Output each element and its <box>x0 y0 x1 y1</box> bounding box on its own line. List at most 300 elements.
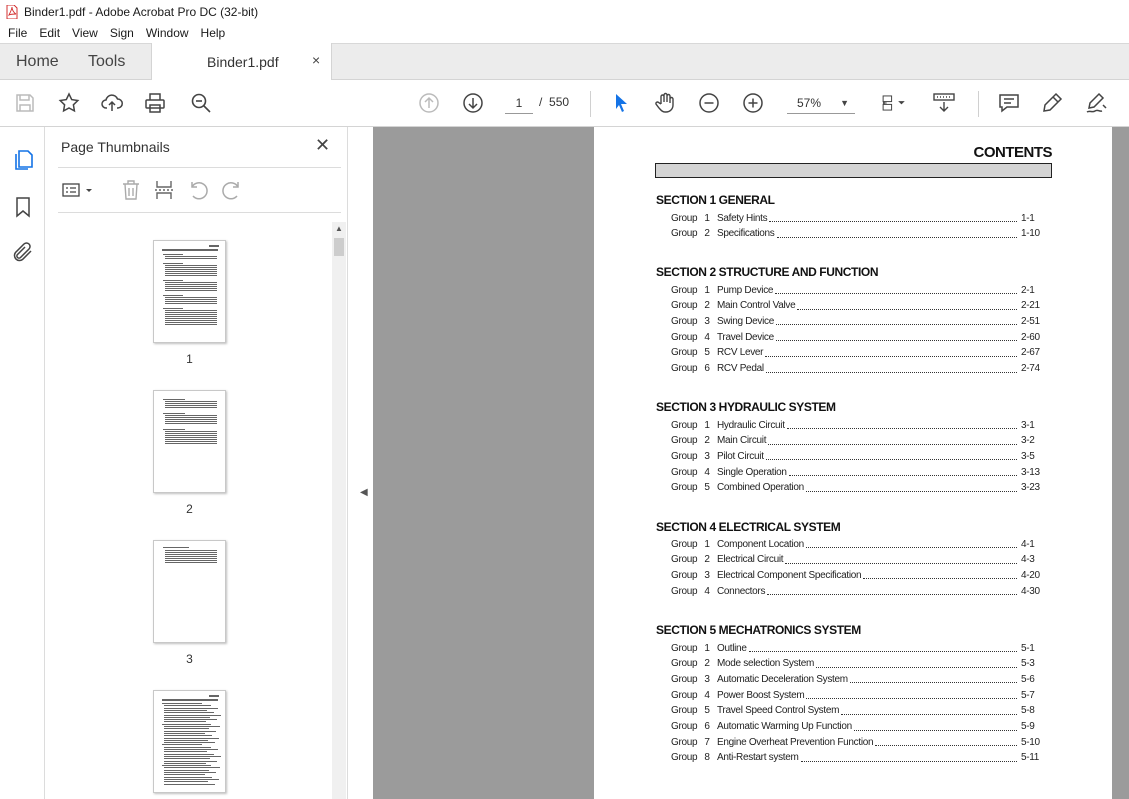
toc-entry[interactable] <box>671 314 1047 328</box>
page-number-input[interactable]: 1 <box>505 92 533 114</box>
toc-entry-name: Travel Speed Control System <box>717 705 840 717</box>
tab-document-label: Binder1.pdf <box>207 54 279 70</box>
dot-leader <box>806 540 1017 548</box>
panel-title: Page Thumbnails <box>61 139 170 155</box>
thumbnail-text-line <box>164 767 220 768</box>
toc-group-label: Group <box>671 363 698 374</box>
zoom-out-icon[interactable] <box>697 91 721 115</box>
thumbnail-text-line <box>165 273 217 274</box>
toc-entry-name: Electrical Circuit <box>717 554 784 566</box>
menu-sign[interactable]: Sign <box>109 26 134 40</box>
thumbnail-scrollbar[interactable] <box>332 222 346 799</box>
toc-page-number: 3-23 <box>1021 482 1040 494</box>
thumbnail-text-line <box>162 249 218 251</box>
toc-page-number: 5-10 <box>1021 736 1040 748</box>
page-thumbnails-icon[interactable] <box>11 148 35 172</box>
panel-divider <box>58 167 341 168</box>
dot-leader <box>765 349 1017 357</box>
thumbnail-text-line <box>162 703 202 704</box>
thumbnail-text-line <box>165 316 217 317</box>
toc-entry[interactable] <box>671 672 1047 686</box>
toc-group-label: Group <box>671 721 698 732</box>
toc-entry[interactable] <box>671 481 1047 495</box>
toc-entry[interactable] <box>671 720 1047 734</box>
page-count <box>539 95 569 109</box>
toc-entry[interactable] <box>671 657 1047 671</box>
thumbnail-text-line <box>163 547 189 548</box>
thumbnail-text-line <box>165 265 217 266</box>
document-view[interactable] <box>373 127 1129 799</box>
toc-entry[interactable] <box>671 362 1047 376</box>
toc-entry[interactable] <box>671 537 1047 551</box>
toc-group-number: 4 <box>704 689 710 701</box>
toc-page-number: 4-30 <box>1021 585 1040 597</box>
toc-group-number: 1 <box>704 212 710 224</box>
toc-group-number: 2 <box>704 300 710 312</box>
thumbnail-text-line <box>164 751 207 752</box>
toc-entry-name: Engine Overheat Prevention Function <box>717 736 874 748</box>
zoom-level-dropdown[interactable] <box>787 92 855 114</box>
rotate-left-icon[interactable] <box>186 178 210 202</box>
thumbnail-text-line <box>164 742 215 743</box>
thumbnail-text-line <box>165 303 217 304</box>
toc-group-number: 1 <box>704 538 710 550</box>
toc-page-number: 3-1 <box>1021 419 1035 431</box>
thumbnail-text-line <box>165 554 217 555</box>
pdf-page <box>594 127 1112 799</box>
delete-page-icon[interactable] <box>119 178 143 202</box>
toc-group-number: 7 <box>704 736 710 748</box>
thumbnail-text-line <box>164 726 220 727</box>
thumbnail-text-line <box>165 299 217 300</box>
toc-page-number: 2-51 <box>1021 315 1040 327</box>
dot-leader <box>854 723 1017 731</box>
thumbnail-page-number: 3 <box>186 652 193 666</box>
toc-entry[interactable] <box>671 751 1047 765</box>
toc-group-label: Group <box>671 554 698 566</box>
toc-page-number: 5-7 <box>1021 689 1035 701</box>
toc-group-label: Group <box>671 450 698 462</box>
thumbnail-text-line <box>162 699 218 701</box>
section-title: SECTION 1 GENERAL <box>656 193 775 207</box>
toc-page-number: 5-11 <box>1021 752 1040 764</box>
toc-group-number: 4 <box>704 331 710 343</box>
thumbnail-text-line <box>165 269 217 270</box>
toc-group-label: Group <box>671 705 698 717</box>
toc-entry[interactable] <box>671 641 1047 655</box>
toc-group-number: 2 <box>704 554 710 566</box>
thumbnail-page-number: 1 <box>186 352 193 366</box>
thumbnail-text-line <box>164 710 207 711</box>
toc-group-label: Group <box>671 658 698 670</box>
thumbnail-text-line <box>164 715 221 716</box>
toc-page-number: 1-1 <box>1021 212 1035 224</box>
toc-page-number: 4-1 <box>1021 538 1035 550</box>
close-tab-icon[interactable]: × <box>312 52 321 68</box>
toc-group-number: 2 <box>704 228 710 240</box>
thumbnail-text-line <box>165 275 217 276</box>
toc-page-number: 5-1 <box>1021 642 1035 654</box>
toc-entry-name: Mode selection System <box>717 658 815 670</box>
toc-group-number: 4 <box>704 585 710 597</box>
toc-entry-name: Automatic Deceleration System <box>717 673 848 685</box>
toc-group-number: 3 <box>704 450 710 462</box>
save-icon[interactable] <box>13 91 37 115</box>
toc-entry[interactable] <box>671 553 1047 567</box>
toc-group-number: 3 <box>704 569 710 581</box>
thumbnail-text-line <box>165 443 217 444</box>
next-page-icon[interactable] <box>461 91 485 115</box>
toc-entry[interactable] <box>671 299 1047 313</box>
thumbnail-text-line <box>165 314 217 315</box>
thumbnail-text-line <box>163 308 183 309</box>
sign-pen-icon[interactable] <box>1084 91 1108 115</box>
section-title: SECTION 5 MECHATRONICS SYSTEM <box>656 623 861 637</box>
thumbnail-text-line <box>164 708 218 709</box>
thumbnail-text-line <box>162 744 202 745</box>
thumbnail-text-line <box>162 765 211 766</box>
toc-group-number: 8 <box>704 752 710 764</box>
thumbnail-text-line <box>165 560 217 561</box>
toc-page-number: 2-1 <box>1021 284 1035 296</box>
toc-entry-name: Safety Hints <box>717 212 768 224</box>
toc-group-label: Group <box>671 331 698 343</box>
thumbnail-text-line <box>164 731 216 732</box>
thumbnail-text-line <box>164 717 210 718</box>
thumbnail-text-line <box>164 740 208 741</box>
toc-page-number: 4-3 <box>1021 554 1035 566</box>
thumbnail-text-line <box>209 245 219 247</box>
thumbnail-text-line <box>209 695 219 697</box>
dot-leader <box>777 230 1018 238</box>
options-menu-icon[interactable] <box>61 178 97 202</box>
toc-entry-name: Outline <box>717 642 747 654</box>
dot-leader <box>789 468 1017 476</box>
toc-group-number: 1 <box>704 419 710 431</box>
toc-group-number: 3 <box>704 673 710 685</box>
thumbnail-text-line <box>163 429 185 430</box>
rotate-right-icon[interactable] <box>220 178 244 202</box>
toc-entry-name: Specifications <box>717 228 775 240</box>
dot-leader <box>841 707 1017 715</box>
toc-entry[interactable] <box>671 584 1047 598</box>
bookmark-icon[interactable] <box>11 195 35 219</box>
toc-entry[interactable] <box>671 227 1047 241</box>
toc-entry[interactable] <box>671 465 1047 479</box>
toc-group-label: Group <box>671 212 698 224</box>
acrobat-pdf-icon <box>6 5 18 19</box>
thumbnail-text-line <box>165 550 217 551</box>
dot-leader <box>769 214 1017 222</box>
tab-document[interactable] <box>151 43 332 80</box>
attachment-icon[interactable] <box>11 240 35 264</box>
toc-group-number: 2 <box>704 658 710 670</box>
scroll-up-arrow-icon[interactable]: ▲ <box>335 224 343 233</box>
thumbnail-text-line <box>165 419 217 420</box>
thumbnail-text-line <box>165 286 217 287</box>
thumbnail-text-line <box>165 324 217 325</box>
toc-entry[interactable] <box>671 688 1047 702</box>
toolbar <box>0 80 1129 127</box>
toc-entry[interactable] <box>671 449 1047 463</box>
toc-group-label: Group <box>671 228 698 240</box>
thumbnail-text-line <box>163 280 183 281</box>
thumbnail-text-line <box>165 552 217 553</box>
print-icon[interactable] <box>143 91 167 115</box>
toc-group-label: Group <box>671 538 698 550</box>
thumbnail-text-line <box>164 756 221 757</box>
highlight-pen-icon[interactable] <box>1040 91 1064 115</box>
dot-leader <box>767 587 1017 595</box>
page-total: 550 <box>549 95 570 109</box>
thumbnail-text-line <box>165 417 217 418</box>
thumbnail-text-line <box>164 747 211 748</box>
thumbnail-text-line <box>164 754 214 755</box>
thumbnail-text-line <box>164 719 217 720</box>
thumbnail-text-line <box>163 263 183 264</box>
thumbnail-text-line <box>165 401 217 402</box>
dot-leader <box>749 644 1017 652</box>
dot-leader <box>801 754 1017 762</box>
toc-entry-name: Main Circuit <box>717 435 767 447</box>
toc-group-number: 5 <box>704 482 710 494</box>
toc-entry-name: Connectors <box>717 585 766 597</box>
thumbnail-text-line <box>165 282 217 283</box>
toc-entry[interactable] <box>671 704 1047 718</box>
thumbnail-text-line <box>165 558 217 559</box>
scroll-mode-icon[interactable] <box>932 91 956 115</box>
toc-entry-name: Swing Device <box>717 315 774 327</box>
upload-icon[interactable] <box>100 91 124 115</box>
menu-file[interactable]: File <box>8 26 28 40</box>
thumbnail-text-line <box>164 761 217 762</box>
contents-heading: CONTENTS <box>973 144 1052 161</box>
section-title: SECTION 2 STRUCTURE AND FUNCTION <box>656 265 879 279</box>
toc-entry-name: Main Control Valve <box>717 300 796 312</box>
thumbnail-text-line <box>165 439 217 440</box>
menu-help[interactable]: Help <box>200 26 226 40</box>
page-layout-icon[interactable] <box>876 91 910 115</box>
thumbnail-text-line <box>162 724 211 725</box>
close-panel-icon[interactable]: ✕ <box>315 135 331 155</box>
toc-entry[interactable] <box>671 568 1047 582</box>
toc-entry-name: Hydraulic Circuit <box>717 419 785 431</box>
toc-entry[interactable] <box>671 283 1047 297</box>
menu-window[interactable]: Window <box>145 26 189 40</box>
toc-entry-name: Electrical Component Specification <box>717 569 862 581</box>
thumbnail-text-line <box>164 774 205 775</box>
toc-entry-name: Pilot Circuit <box>717 450 764 462</box>
comment-icon[interactable] <box>997 91 1021 115</box>
page-thumbnail[interactable] <box>153 390 226 493</box>
thumbnail-text-line <box>164 721 206 722</box>
toc-page-number: 2-21 <box>1021 300 1040 312</box>
toc-group-label: Group <box>671 466 698 478</box>
thumbnail-text-line <box>163 399 185 400</box>
toc-page-number: 3-2 <box>1021 435 1035 447</box>
thumbnail-text-line <box>164 728 209 729</box>
toc-entry-name: Combined Operation <box>717 482 804 494</box>
toc-entry[interactable] <box>671 330 1047 344</box>
dot-leader <box>775 286 1017 294</box>
toc-page-number: 5-3 <box>1021 658 1035 670</box>
thumbnail-text-line <box>164 772 216 773</box>
thumbnail-text-line <box>164 758 210 759</box>
dot-leader <box>766 365 1017 373</box>
thumbnail-text-line <box>165 297 217 298</box>
toc-group-number: 3 <box>704 315 710 327</box>
toc-entry-name: Travel Device <box>717 331 774 343</box>
toc-group-number: 1 <box>704 642 710 654</box>
dot-leader <box>776 317 1017 325</box>
toc-group-label: Group <box>671 569 698 581</box>
page-separator: / <box>539 95 543 109</box>
thumbnail-text-line <box>165 320 217 321</box>
thumbnail-text-line <box>164 781 208 782</box>
toc-group-number: 5 <box>704 347 710 359</box>
toc-entry[interactable] <box>671 211 1047 225</box>
toc-page-number: 4-20 <box>1021 569 1040 581</box>
toc-group-label: Group <box>671 482 698 494</box>
thumbnail-text-line <box>165 267 217 268</box>
thumbnail-text-line <box>163 295 183 296</box>
thumbnail-text-line <box>164 770 209 771</box>
tab-home[interactable]: Home <box>16 53 59 70</box>
thumbnail-text-line <box>165 415 217 416</box>
toc-entry-name: RCV Lever <box>717 347 764 359</box>
zoom-in-icon[interactable] <box>741 91 765 115</box>
thumbnail-text-line <box>164 705 211 706</box>
menu-edit[interactable]: Edit <box>39 26 61 40</box>
panel-divider <box>58 212 341 213</box>
tab-bar <box>0 43 1129 80</box>
toc-group-label: Group <box>671 673 698 685</box>
dot-leader <box>776 333 1017 341</box>
toc-page-number: 5-8 <box>1021 705 1035 717</box>
tab-tools[interactable]: Tools <box>88 53 126 70</box>
dot-leader <box>850 675 1017 683</box>
dot-leader <box>785 556 1017 564</box>
page-thumbnail[interactable] <box>153 240 226 343</box>
thumbnail-text-line <box>165 256 217 257</box>
thumbnail-text-line <box>165 290 217 291</box>
thumbnail-text-line <box>163 413 185 414</box>
thumbnail-text-line <box>165 437 217 438</box>
previous-page-icon[interactable] <box>417 91 441 115</box>
thumbnail-text-line <box>164 735 212 736</box>
thumbnail-text-line <box>165 258 217 259</box>
scrollbar-thumb[interactable] <box>334 238 344 256</box>
toc-entry[interactable] <box>671 434 1047 448</box>
toolbar-divider <box>978 91 979 117</box>
menu-view[interactable]: View <box>72 26 98 40</box>
toc-group-label: Group <box>671 585 698 597</box>
dot-leader <box>863 571 1017 579</box>
dot-leader <box>806 484 1017 492</box>
dot-leader <box>875 738 1017 746</box>
section-title: SECTION 4 ELECTRICAL SYSTEM <box>656 520 841 534</box>
thumbnail-text-line <box>164 779 219 780</box>
dot-leader <box>806 691 1017 699</box>
thumbnail-text-line <box>163 254 183 255</box>
thumbnail-list <box>45 222 335 799</box>
thumbnail-text-line <box>165 556 217 557</box>
thumbnail-text-line <box>165 421 217 422</box>
section-title: SECTION 3 HYDRAULIC SYSTEM <box>656 400 836 414</box>
toc-group-label: Group <box>671 300 698 312</box>
hand-tool-icon[interactable] <box>653 91 677 115</box>
toc-group-number: 6 <box>704 721 710 732</box>
page-thumbnail[interactable] <box>153 690 226 793</box>
toc-group-number: 6 <box>704 363 710 374</box>
thumbnail-text-line <box>165 284 217 285</box>
toc-group-number: 5 <box>704 705 710 717</box>
thumbnail-text-line <box>165 431 217 432</box>
toc-group-label: Group <box>671 419 698 431</box>
toc-entry-name: Pump Device <box>717 284 774 296</box>
toc-entry-name: Anti-Restart system <box>717 752 799 764</box>
dot-leader <box>816 660 1017 668</box>
toc-page-number: 5-9 <box>1021 721 1035 732</box>
toc-group-number: 4 <box>704 466 710 478</box>
thumbnail-text-line <box>165 322 217 323</box>
toc-entry-name: Component Location <box>717 538 804 550</box>
toc-page-number: 1-10 <box>1021 228 1040 240</box>
thumbnail-text-line <box>165 441 217 442</box>
thumbnail-text-line <box>165 562 217 563</box>
thumbnail-text-line <box>165 435 217 436</box>
thumbnail-text-line <box>164 733 205 734</box>
toc-entry[interactable] <box>671 346 1047 360</box>
toc-page-number: 5-6 <box>1021 673 1035 685</box>
toc-entry-name: Single Operation <box>717 466 787 478</box>
toc-entry[interactable] <box>671 735 1047 749</box>
toc-group-label: Group <box>671 689 698 701</box>
star-icon[interactable] <box>57 91 81 115</box>
toc-page-number: 2-74 <box>1021 363 1040 374</box>
page-thumbnails-panel <box>45 127 347 799</box>
panel-splitter[interactable] <box>347 127 373 799</box>
toc-group-label: Group <box>671 284 698 296</box>
thumbnail-text-line <box>165 301 217 302</box>
toc-group-label: Group <box>671 435 698 447</box>
toc-page-number: 3-5 <box>1021 450 1035 462</box>
thumbnail-text-line <box>165 312 217 313</box>
toc-entry-name: Automatic Warming Up Function <box>717 721 852 732</box>
thumbnail-text-line <box>165 318 217 319</box>
collapse-panel-icon[interactable]: ◀ <box>360 487 368 498</box>
dot-leader <box>768 437 1017 445</box>
zoom-search-icon[interactable] <box>189 91 213 115</box>
dot-leader <box>797 302 1017 310</box>
toc-page-number: 3-13 <box>1021 466 1040 478</box>
toc-group-label: Group <box>671 736 698 748</box>
toc-page-number: 2-60 <box>1021 331 1040 343</box>
thumbnail-text-line <box>164 738 219 739</box>
toc-entry[interactable] <box>671 418 1047 432</box>
panel-toolbar <box>58 175 341 207</box>
thumbnail-text-line <box>164 784 215 785</box>
thumbnail-text-line <box>165 288 217 289</box>
thumbnail-text-line <box>165 433 217 434</box>
toc-group-label: Group <box>671 347 698 359</box>
select-cursor-icon[interactable] <box>609 91 633 115</box>
insert-page-icon[interactable] <box>152 178 176 202</box>
zoom-level-value: 57% <box>797 96 822 110</box>
title-bar <box>0 0 1129 23</box>
page-thumbnail[interactable] <box>153 540 226 643</box>
thumbnail-text-line <box>164 777 212 778</box>
